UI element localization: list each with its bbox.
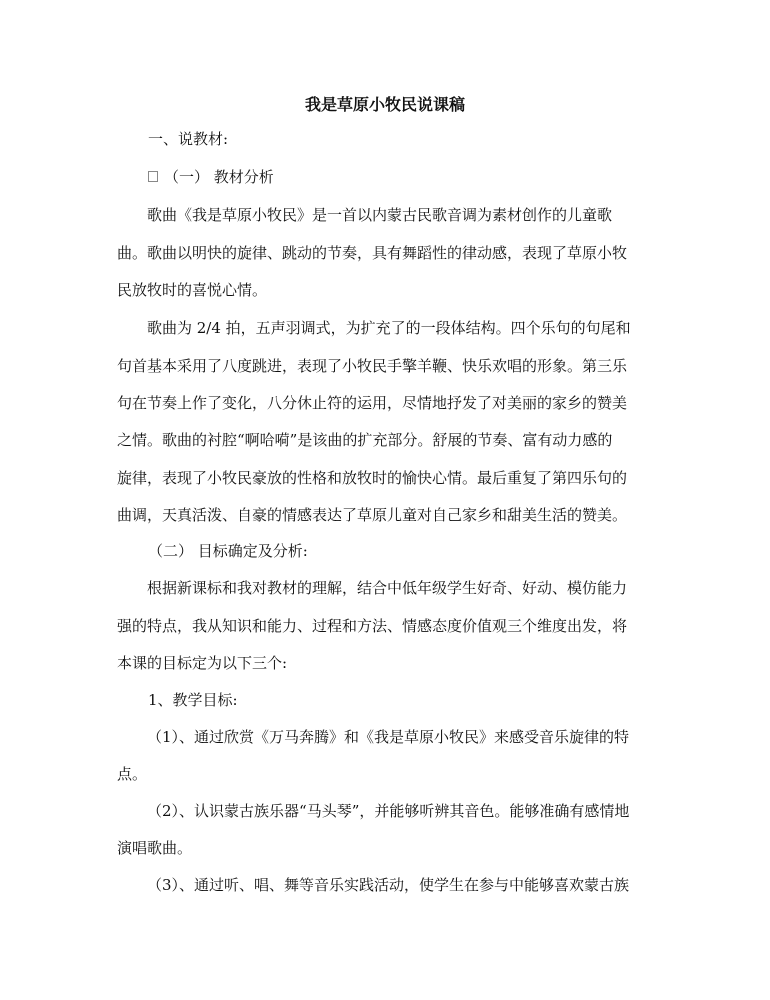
paragraph-line: 强的特点，我从知识和能力、过程和方法、情感态度价值观三个维度出发，将: [117, 617, 628, 635]
paragraph-line: 句在节奏上作了变化，八分休止符的运用，尽情地抒发了对美丽的家乡的赞美: [117, 394, 628, 412]
paragraph-line: 曲调，天真活泼、自豪的情感表达了草原儿童对自己家乡和甜美生活的赞美。: [117, 506, 628, 524]
paragraph-line: 歌曲《我是草原小牧民》是一首以内蒙古民歌音调为素材创作的儿童歌: [147, 206, 613, 224]
document-title: 我是草原小牧民说课稿: [304, 95, 465, 114]
list-item-line: （2）、认识蒙古族乐器“马头琴”，并能够听辨其音色。能够准确有感情地: [147, 802, 630, 820]
list-item-line: 点。: [117, 765, 148, 783]
list-heading: 1、教学目标:: [148, 691, 238, 709]
list-item-line: （1）、通过欣赏《万马奔腾》和《我是草原小牧民》来感受音乐旋律的特: [147, 728, 630, 746]
list-item-line: （3）、通过听、唱、舞等音乐实践活动，使学生在参与中能够喜欢蒙古族: [147, 876, 630, 894]
paragraph-line: 本课的目标定为以下三个:: [117, 654, 288, 672]
paragraph-line: 曲。歌曲以明快的旋律、跳动的节奏，具有舞蹈性的律动感，表现了草原小牧: [117, 244, 628, 262]
paragraph-line: 根据新课标和我对教材的理解，结合中低年级学生好奇、好动、模仿能力: [147, 579, 628, 597]
list-item-line: 演唱歌曲。: [117, 839, 193, 857]
paragraph-line: 句首基本采用了八度跳进，表现了小牧民手擎羊鞭、快乐欢唱的形象。第三乐: [117, 357, 628, 375]
paragraph-line: 民放牧时的喜悦心情。: [117, 281, 268, 299]
paragraph-line: 旋律，表现了小牧民豪放的性格和放牧时的愉快心情。最后重复了第四乐句的: [117, 469, 628, 487]
subsection-heading: （二） 目标确定及分析:: [148, 542, 308, 560]
subsection-heading-text: （一） 教材分析: [164, 168, 274, 186]
paragraph-line: 之情。歌曲的衬腔“啊哈嗬”是该曲的扩充部分。舒展的节奏、富有动力感的: [117, 431, 613, 449]
checkbox-glyph-icon: [148, 171, 158, 182]
paragraph-line: 歌曲为 2/4 拍，五声羽调式，为扩充了的一段体结构。四个乐句的句尾和: [147, 319, 631, 337]
section-heading: 一、说教材:: [148, 130, 229, 148]
subsection-heading: [148, 167, 274, 187]
